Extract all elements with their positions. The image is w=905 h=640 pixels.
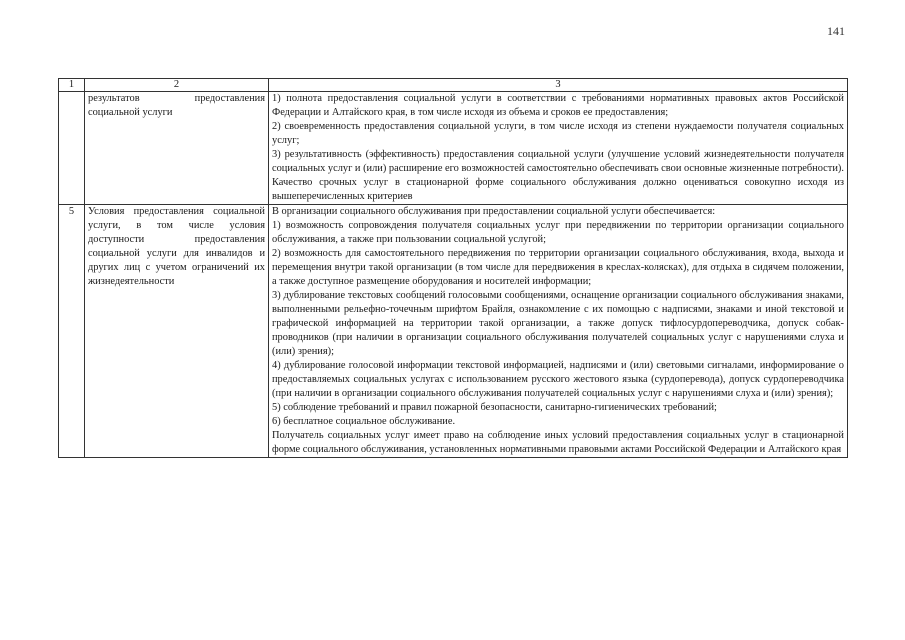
content-paragraph: Получатель социальных услуг имеет право на соблюдение иных условий предоставления социальных услуг в стационарной форме социального обслуживания, установленных нормативными правовыми актами Российской Федерации и Алтайского края: [272, 430, 844, 455]
row-content: [269, 92, 848, 205]
content-paragraph: 6) бесплатное социальное обслуживание.: [272, 416, 456, 427]
services-table: [58, 78, 848, 458]
content-paragraph: 3) результативность (эффективность) предоставления социальной услуги (улучшение условий жизнедеятельности получателя социальных услуг и (или) расширение его возможностей самостоятельно обеспечивать свои основные жизненные потребности).: [272, 149, 844, 174]
row-number: 5: [59, 205, 85, 458]
content-paragraph: 5) соблюдение требований и правил пожарной безопасности, санитарно-гигиенических требований;: [272, 402, 717, 413]
row-number: [59, 92, 85, 205]
content-paragraph: 2) своевременность предоставления социальной услуги, в том числе исходя из степени нуждаемости получателя социальных услуг;: [272, 121, 844, 146]
content-paragraph: Качество срочных услуг в стационарной форме социального обслуживания должно оцениваться совокупно исходя из вышеперечисленных критериев: [272, 177, 844, 202]
row-content: [269, 205, 848, 458]
content-paragraph: В организации социального обслуживания при предоставлении социальной услуги обеспечивается:: [272, 206, 716, 217]
content-paragraph: 1) полнота предоставления социальной услуги в соответствии с требованиями нормативных правовых актов Российской Федерации и Алтайского края, в том числе исходя из объема и сроков ее предоставления;: [272, 93, 844, 118]
row-name: результатов предоставления социальной услуги: [85, 92, 269, 205]
content-paragraph: 4) дублирование голосовой информации текстовой информацией, надписями и (или) световыми сигналами, информирование о предоставляемых социальных услугах с использованием русского жестового языка (сурдоперевода), допуск сурдопереводчика (при наличии в организации социального обслуживания получателей социальных услуг с нарушениями слуха и (или) зрения);: [272, 360, 844, 399]
content-paragraph: 1) возможность сопровождения получателя социальных услуг при передвижении по территории организации социального обслуживания, а также при пользовании социальной услугой;: [272, 220, 844, 245]
header-col-3: 3: [269, 79, 848, 92]
table-header-row: [59, 79, 848, 92]
table-row: [59, 92, 848, 205]
table-row: [59, 205, 848, 458]
content-paragraph: 2) возможность для самостоятельного передвижения по территории организации социального обслуживания, входа, выхода и перемещения внутри такой организации (в том числе для передвижения в креслах-колясках), для отдыха в сидячем положении, а также доступное размещение оборудования и носителей информации;: [272, 248, 844, 287]
page-number: 141: [827, 24, 845, 38]
row-name: Условия предоставления социальной услуги, в том числе условия доступности предоставления социальной услуги для инвалидов и других лиц с учетом ограничений их жизнедеятельности: [85, 205, 269, 458]
header-col-1: 1: [59, 79, 85, 92]
header-col-2: 2: [85, 79, 269, 92]
content-paragraph: 3) дублирование текстовых сообщений голосовыми сообщениями, оснащение организации социального обслуживания знаками, выполненными рельефно-точечным шрифтом Брайля, ознакомление с их помощью с надписями, знаками и иной текстовой и графической информацией на территории такой организации, а также допуск тифлосурдопереводчика, допуск собак-проводников (при наличии в организации социального обслуживания получателей социальных услуг с нарушениями слуха и (или) зрения);: [272, 290, 844, 357]
